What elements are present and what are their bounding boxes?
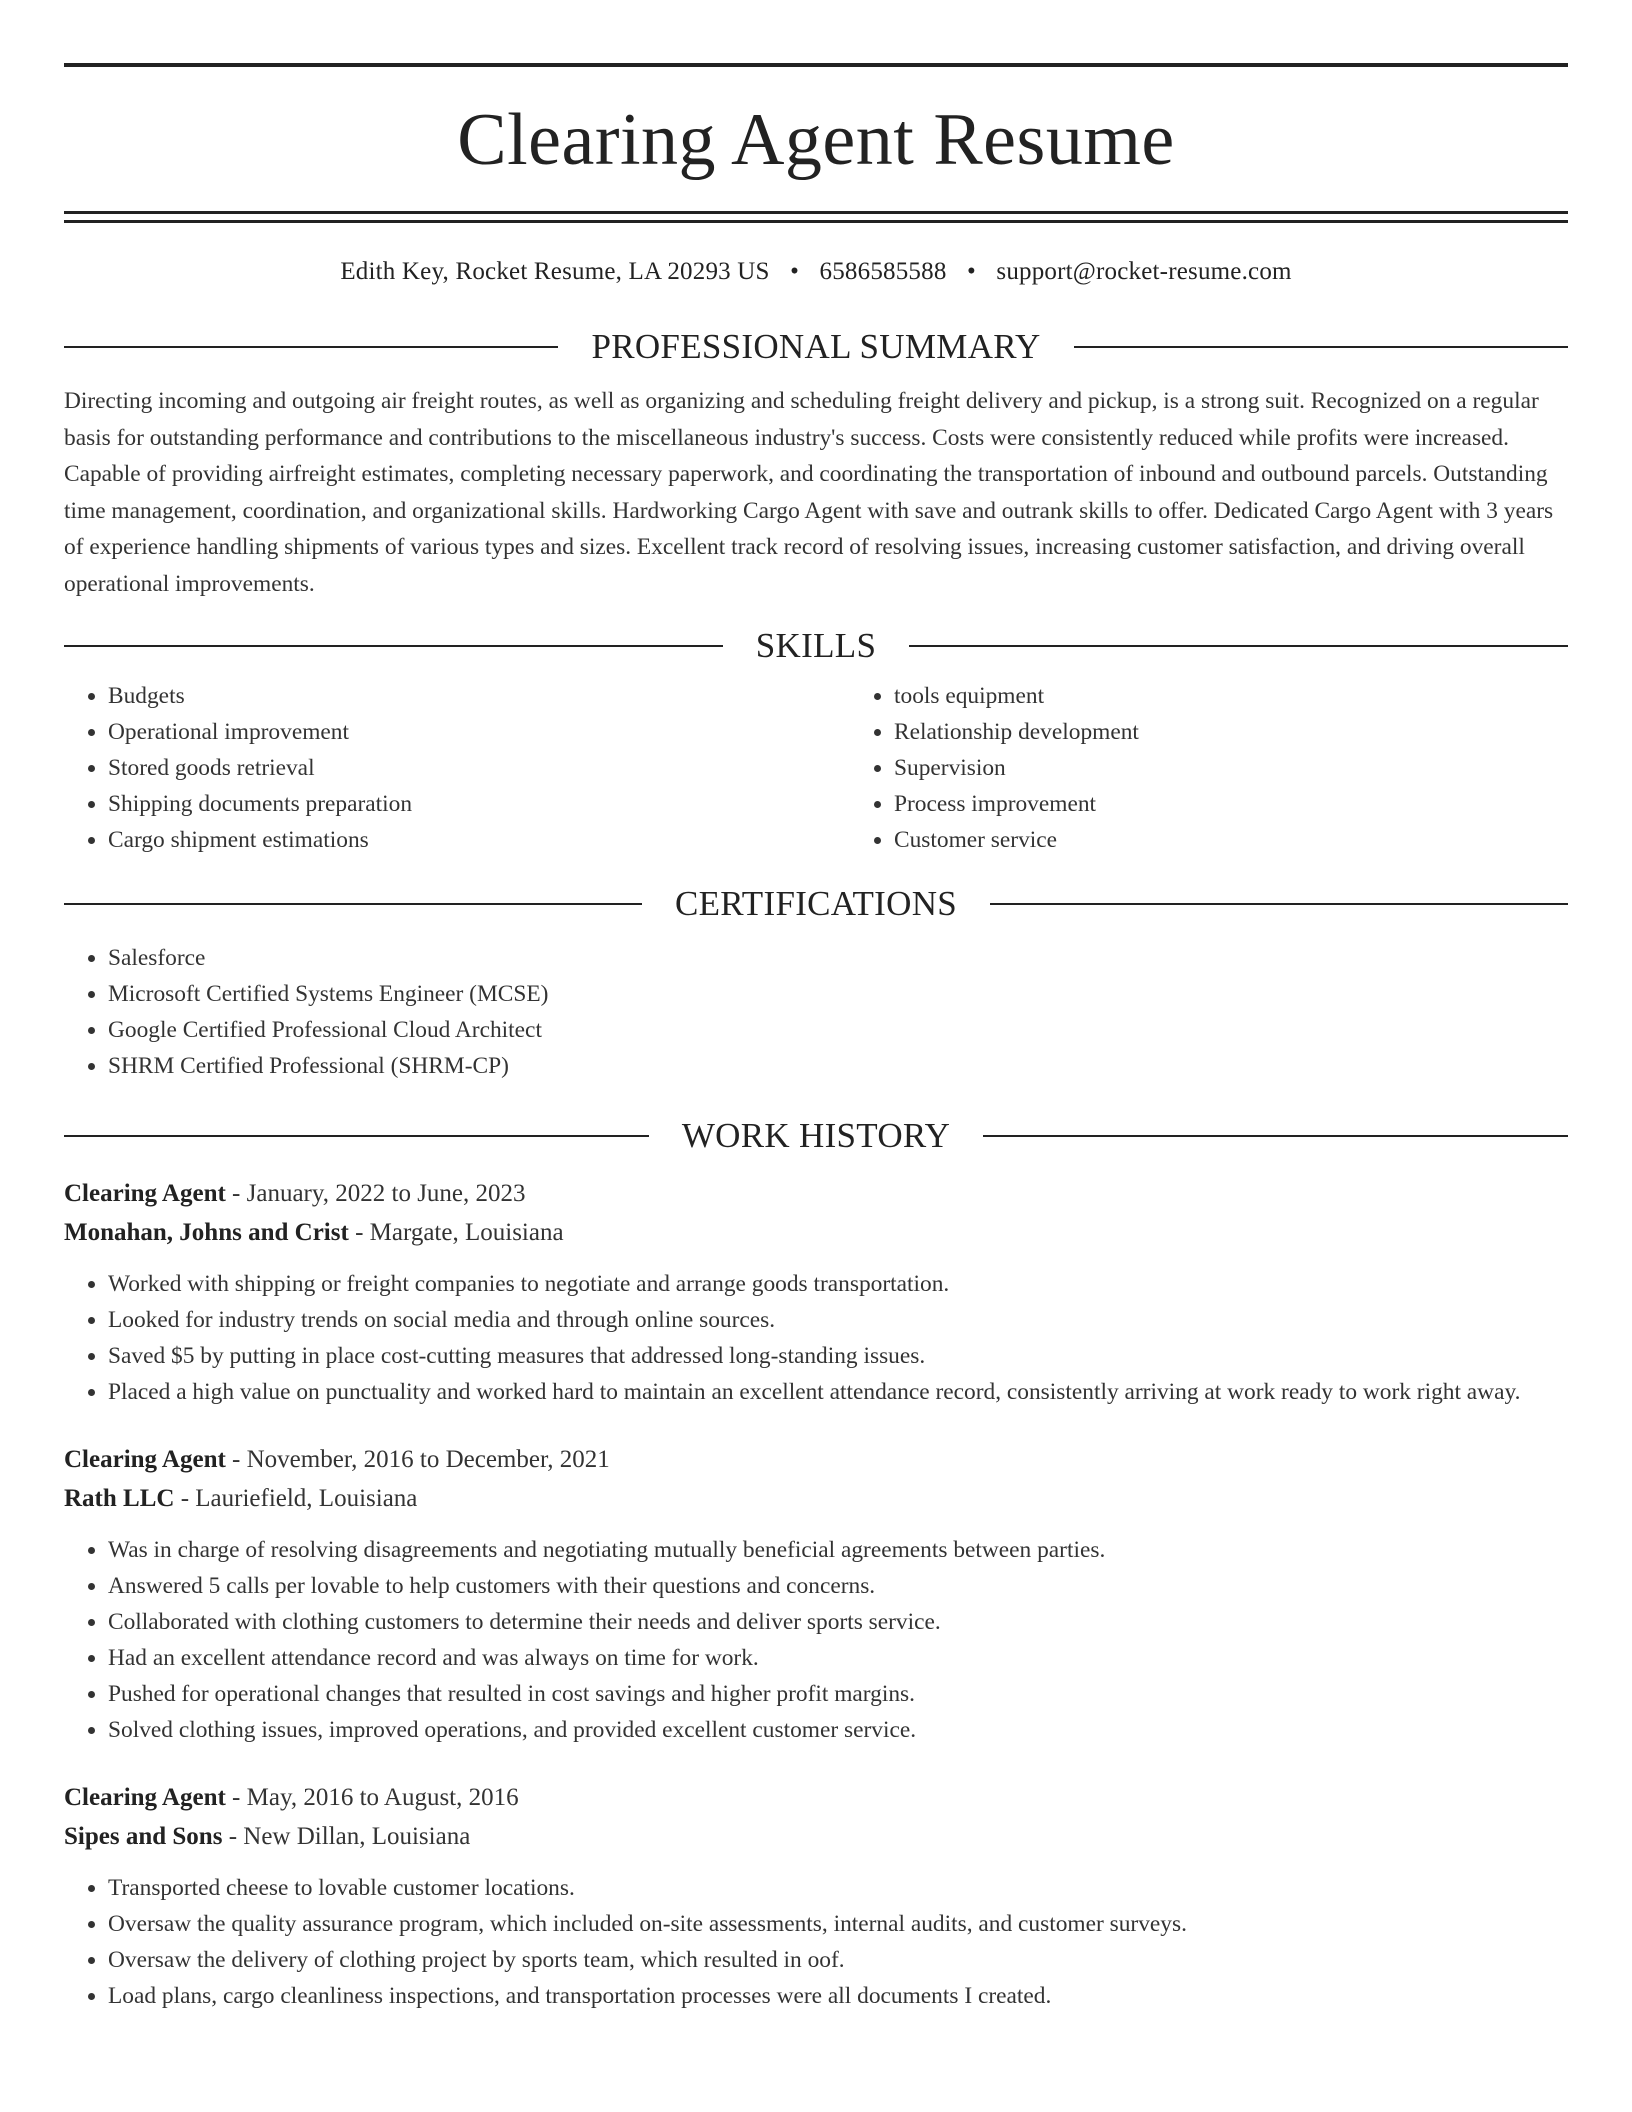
- heading-rule-right: [990, 903, 1568, 905]
- skill-item: • Customer service: [894, 822, 1632, 858]
- job-bullet: • Answered 5 calls per lovable to help customers with their questions and concerns.: [108, 1568, 1568, 1604]
- contact-address: Edith Key, Rocket Resume, LA 20293 US: [340, 258, 770, 285]
- heading-rule-left: [64, 645, 723, 647]
- job-bullet: • Had an excellent attendance record and was always on time for work.: [108, 1640, 1568, 1676]
- contact-separator: •: [966, 258, 976, 285]
- job-location: - New Dillan, Louisiana: [228, 1823, 471, 1850]
- skill-item: • Stored goods retrieval: [108, 750, 850, 786]
- summary-heading-label: PROFESSIONAL SUMMARY: [591, 327, 1041, 366]
- heading-rule-left: [64, 903, 642, 905]
- job-bullets: [64, 1532, 1568, 1748]
- skill-item: • Relationship development: [894, 714, 1632, 750]
- job-bullet: • Placed a high value on punctuality and worked hard to maintain an excellent attendance record, consistently arriving at work ready to work right away.: [108, 1374, 1568, 1410]
- job-bullet: • Transported cheese to lovable customer locations.: [108, 1870, 1568, 1906]
- job-title-line: [64, 1778, 1568, 1817]
- job-bullets: [64, 1266, 1568, 1410]
- job-bullet: • Looked for industry trends on social media and through online sources.: [108, 1302, 1568, 1338]
- job-bullet: • Oversaw the delivery of clothing project by sports team, which resulted in oof.: [108, 1942, 1568, 1978]
- resume-page: [64, 63, 1568, 2014]
- job-title-line: [64, 1440, 1568, 1479]
- certification-item: • Salesforce: [108, 940, 1568, 976]
- skills-list-right: [850, 678, 1632, 858]
- job-role: Clearing Agent: [64, 1784, 226, 1811]
- job-company-line: [64, 1213, 1568, 1252]
- job-role: Clearing Agent: [64, 1180, 226, 1207]
- job-company: Rath LLC: [64, 1485, 175, 1512]
- heading-rule-left: [64, 1135, 649, 1137]
- job-company: Sipes and Sons: [64, 1823, 223, 1850]
- skills-heading-label: SKILLS: [755, 626, 877, 665]
- certification-item: • SHRM Certified Professional (SHRM-CP): [108, 1048, 1568, 1084]
- job-bullets: [64, 1870, 1568, 2014]
- job-dates: - November, 2016 to December, 2021: [232, 1446, 610, 1473]
- job-entry: [64, 1440, 1568, 1748]
- job-entry: [64, 1174, 1568, 1410]
- job-company-line: [64, 1479, 1568, 1518]
- certifications-list: [64, 940, 1568, 1084]
- skill-item: • Process improvement: [894, 786, 1632, 822]
- heading-rule-right: [983, 1135, 1568, 1137]
- skills-columns: [64, 678, 1568, 858]
- job-bullet: • Oversaw the quality assurance program, which included on-site assessments, internal audits, and customer surveys.: [108, 1906, 1568, 1942]
- job-company-line: [64, 1817, 1568, 1856]
- contact-line: [64, 257, 1568, 287]
- certification-item: • Microsoft Certified Systems Engineer (MCSE): [108, 976, 1568, 1012]
- summary-heading: [64, 327, 1568, 367]
- job-location: - Lauriefield, Louisiana: [180, 1485, 418, 1512]
- job-bullet: • Solved clothing issues, improved operations, and provided excellent customer service.: [108, 1712, 1568, 1748]
- job-bullet: • Worked with shipping or freight companies to negotiate and arrange goods transportation.: [108, 1266, 1568, 1302]
- job-bullet: • Was in charge of resolving disagreements and negotiating mutually beneficial agreements between parties.: [108, 1532, 1568, 1568]
- job-role: Clearing Agent: [64, 1446, 226, 1473]
- contact-email: support@rocket-resume.com: [996, 258, 1292, 285]
- title-double-rule: [64, 211, 1568, 223]
- job-bullet: • Load plans, cargo cleanliness inspections, and transportation processes were all documents I created.: [108, 1978, 1568, 2014]
- job-entry: [64, 1778, 1568, 2014]
- job-bullet: • Pushed for operational changes that resulted in cost savings and higher profit margins.: [108, 1676, 1568, 1712]
- heading-rule-right: [909, 645, 1568, 647]
- certifications-heading: [64, 884, 1568, 924]
- skill-item: • Operational improvement: [108, 714, 850, 750]
- job-dates: - January, 2022 to June, 2023: [232, 1180, 526, 1207]
- skill-item: • Cargo shipment estimations: [108, 822, 850, 858]
- summary-text: Directing incoming and outgoing air freight routes, as well as organizing and scheduling freight delivery and pickup, is a strong suit. Recognized on a regular basis for outstanding performance and contributions to the miscellaneous industry's success. Costs were consistently reduced while profits were increased. Capable of providing airfreight estimates, completing necessary paperwork, and coordinating the transportation of inbound and outbound parcels. Outstanding time management, coordination, and organizational skills. Hardworking Cargo Agent with save and outrank skills to offer. Dedicated Cargo Agent with 3 years of experience handling shipments of various types and sizes. Excellent track record of resolving issues, increasing customer satisfaction, and driving overall operational improvements.: [64, 388, 1554, 597]
- contact-phone: 6586585588: [819, 258, 947, 285]
- heading-rule-left: [64, 346, 558, 348]
- skills-heading: [64, 626, 1568, 666]
- job-dates: - May, 2016 to August, 2016: [232, 1784, 519, 1811]
- heading-rule-right: [1074, 346, 1568, 348]
- certification-item: • Google Certified Professional Cloud Architect: [108, 1012, 1568, 1048]
- skill-item: • Budgets: [108, 678, 850, 714]
- certifications-heading-label: CERTIFICATIONS: [674, 884, 958, 923]
- job-location: - Margate, Louisiana: [355, 1219, 564, 1246]
- skills-list-left: [64, 678, 850, 858]
- resume-title: Clearing Agent Resume: [457, 99, 1175, 181]
- top-rule: [64, 63, 1568, 67]
- skill-item: • Shipping documents preparation: [108, 786, 850, 822]
- job-company: Monahan, Johns and Crist: [64, 1219, 349, 1246]
- skill-item: • Supervision: [894, 750, 1632, 786]
- work-history-heading-label: WORK HISTORY: [681, 1116, 951, 1155]
- job-bullet: • Collaborated with clothing customers to determine their needs and deliver sports service.: [108, 1604, 1568, 1640]
- contact-separator: •: [790, 258, 800, 285]
- job-title-line: [64, 1174, 1568, 1213]
- job-bullet: • Saved $5 by putting in place cost-cutting measures that addressed long-standing issues.: [108, 1338, 1568, 1374]
- skill-item: • tools equipment: [894, 678, 1632, 714]
- work-history-heading: [64, 1116, 1568, 1156]
